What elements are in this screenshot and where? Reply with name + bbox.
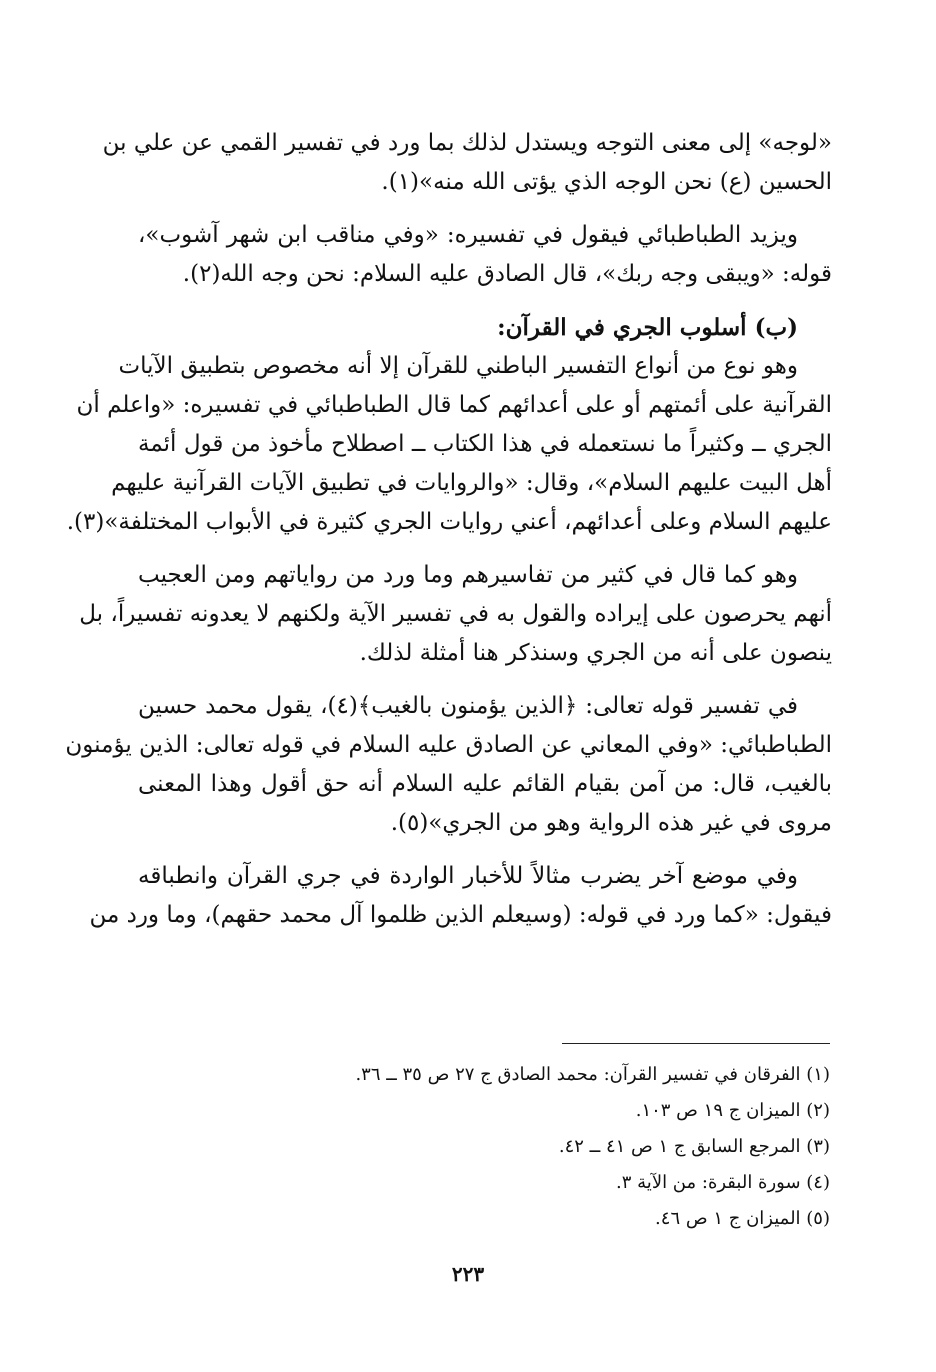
paragraph-6	[89, 857, 832, 935]
text-line: ويزيد الطباطبائي فيقول في تفسيره: «وفي مناقب ابن شهر آشوب»،	[138, 222, 798, 248]
main-text	[65, 124, 832, 949]
section-heading: (ب) أسلوب الجري في القرآن:	[497, 314, 798, 341]
text-line: فيقول: «كما ورد في قوله: (وسيعلم الذين ظلموا آل محمد حقهم)، وما ورد من	[89, 902, 832, 928]
text-line: وهو نوع من أنواع التفسير الباطني للقرآن إلا أنه مخصوص بتطبيق الآيات	[118, 353, 798, 379]
paragraph-1	[102, 124, 832, 202]
footnote-2: (٢) الميزان ج ١٩ ص ١٠٣.	[635, 1100, 830, 1121]
footnote-divider	[562, 1043, 830, 1044]
text-line: «لوجه» إلى معنى التوجه ويستدل لذلك بما ورد في تفسير القمي عن علي بن	[102, 130, 832, 156]
text-line: وفي موضع آخر يضرب مثالاً للأخبار الواردة في جري القرآن وانطباقه	[138, 863, 798, 889]
text-line: الجري ــ وكثيراً ما نستعمله في هذا الكتاب ــ اصطلاح مأخوذ من قول أئمة	[138, 431, 832, 457]
paragraph-4	[79, 556, 832, 673]
text-line: أنهم يحرصون على إيراده والقول به في تفسير الآية ولكنهم لا يعدونه تفسيراً، بل	[79, 601, 832, 627]
paragraph-3	[66, 347, 832, 542]
text-line: قوله: «ويبقى وجه ربك»، قال الصادق عليه السلام: نحن وجه الله(٢).	[182, 261, 832, 287]
paragraph-2	[138, 216, 832, 294]
page-number: ٢٢٣	[451, 1262, 485, 1286]
footnote-4: (٤) سورة البقرة: من الآية ٣.	[616, 1172, 830, 1193]
footnotes	[138, 1057, 830, 1237]
footnote-5: (٥) الميزان ج ١ ص ٤٦.	[655, 1208, 830, 1229]
text-line: الطباطبائي: «وفي المعاني عن الصادق عليه السلام في قوله تعالى: الذين يؤمنون	[65, 732, 832, 758]
footnote-1: (١) الفرقان في تفسير القرآن: محمد الصادق ج ٢٧ ص ٣٥ ــ ٣٦.	[355, 1064, 830, 1085]
text-line: بالغيب، قال: من آمن بقيام القائم عليه السلام أنه حق أقول وهذا المعنى	[138, 771, 832, 797]
text-line: القرآنية على أئمتهم أو على أعدائهم كما قال الطباطبائي في تفسيره: «واعلم أن	[76, 392, 832, 418]
text-line: أهل البيت عليهم السلام»، وقال: «والروايات في تطبيق الآيات القرآنية عليهم	[111, 470, 832, 496]
text-line: الحسين (ع) نحن الوجه الذي يؤتى الله منه»(١).	[381, 169, 832, 195]
footnote-3: (٣) المرجع السابق ج ١ ص ٤١ ــ ٤٢.	[558, 1136, 830, 1157]
text-line: ينصون على أنه من الجري وسنذكر هنا أمثلة لذلك.	[359, 640, 832, 666]
text-line: عليهم السلام وعلى أعدائهم، أعني روايات الجري كثيرة في الأبواب المختلفة»(٣).	[66, 509, 832, 535]
text-line: مروى في غير هذه الرواية وهو من الجري»(٥).	[390, 810, 832, 836]
text-line: في تفسير قوله تعالى: ﴿الذين يؤمنون بالغيب﴾(٤)، يقول محمد حسين	[138, 693, 798, 719]
text-line: وهو كما قال في كثير من تفاسيرهم وما ورد من رواياتهم ومن العجيب	[138, 562, 798, 588]
paragraph-5	[65, 687, 832, 843]
